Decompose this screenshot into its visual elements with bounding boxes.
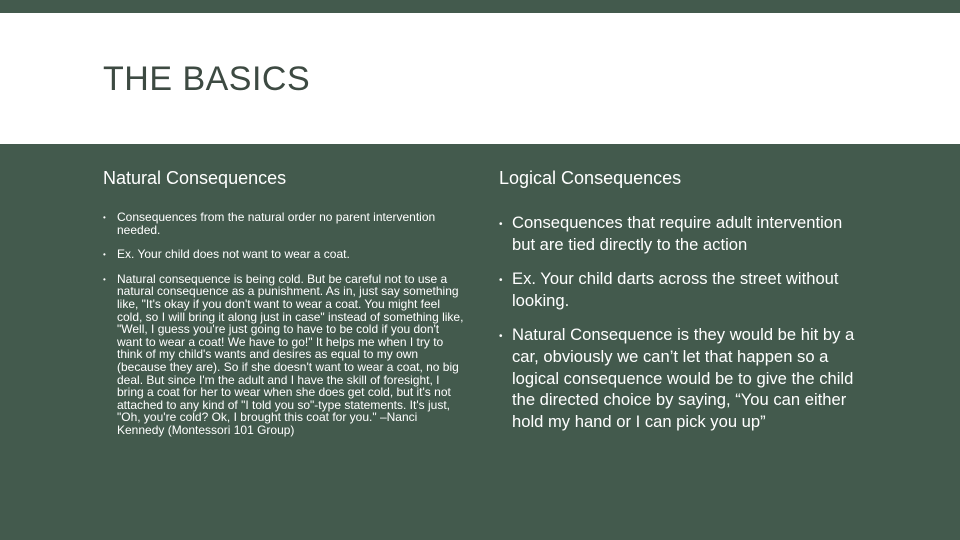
bullet-text: Natural consequence is being cold. But be careful not to use a natural consequence as a punishment. As in, just say something like, "It's okay if you don't want to wear a coat. You might feel cold, so I will bring it along just in case" instead of something like, "Well, I guess you're just going to have to be cold if you don't want to wear a coat! We have to go!" It helps me when I try to think of my child's wants and desires as equal to my own (because they are). So if she doesn't want to wear a coat, no big deal. But since I'm the adult and I have the skill of foresight, I bring a coat for her to wear when she does get cold, but it's not attached to any kind of "I told you so"-type statements. It's just, "Oh, you're cold? Ok, I brought this coat for you." –Nanci Kennedy (Montessori 101 Group): [117, 271, 464, 437]
bullet-icon: •: [499, 275, 503, 287]
list-item: [103, 273, 465, 437]
list-item: [103, 211, 465, 236]
left-column-heading: Natural Consequences: [103, 168, 287, 188]
bullet-text: Ex. Your child darts across the street without looking.: [512, 269, 839, 310]
list-item: [103, 248, 465, 261]
bullet-icon: •: [103, 250, 106, 260]
slide-title: THE BASICS: [103, 60, 311, 98]
bullet-icon: •: [103, 213, 106, 222]
bullet-text: Ex. Your child does not want to wear a coat.: [117, 247, 350, 262]
list-item: [499, 268, 859, 311]
bullet-icon: •: [499, 219, 503, 230]
natural-consequences-list: [103, 211, 465, 449]
bullet-icon: •: [499, 331, 503, 343]
logical-consequences-list: [499, 212, 859, 445]
bullet-text: Consequences from the natural order no parent intervention needed.: [117, 210, 436, 237]
right-column-heading: Logical Consequences: [499, 168, 682, 188]
bullet-text: Natural Consequence is they would be hit by a car, obviously we can’t let that happen so a logical consequence would be to give the child the directed choice by saying, “You can either hold my hand or I can pick you up”: [512, 325, 855, 431]
list-item: [499, 212, 859, 255]
bullet-text: Consequences that require adult intervention but are tied directly to the action: [512, 213, 843, 254]
list-item: [499, 324, 859, 432]
bullet-icon: •: [103, 274, 106, 284]
